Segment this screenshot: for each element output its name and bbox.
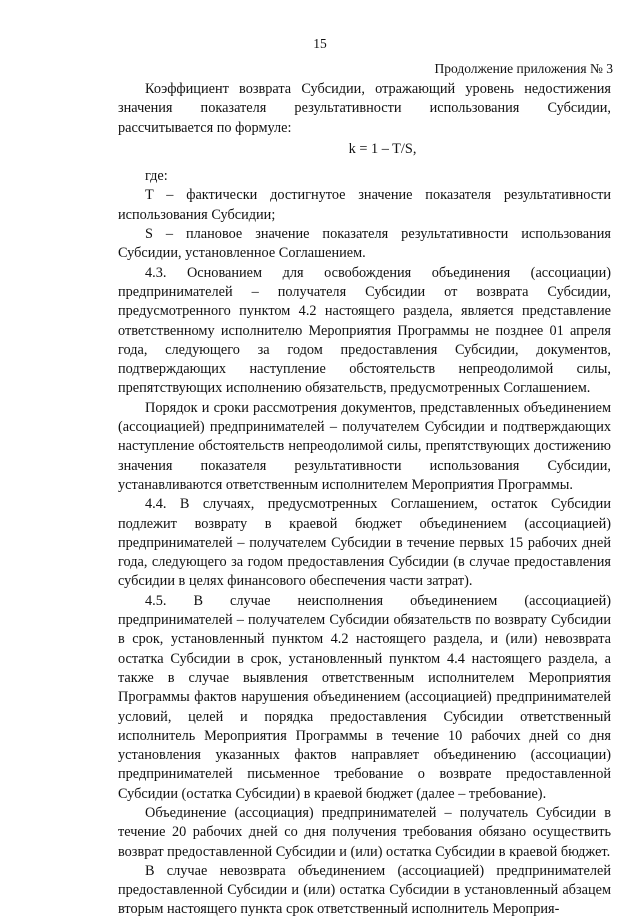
formula: k = 1 – T/S,: [348, 140, 417, 157]
paragraph-4-5: 4.5. В случае неисполнения объединением (ассоциацией) предпринимателей – получателем Субсидии обязательств по возврату Субсидии в срок, установленный пунктом 4.2 настоящего раздела, и (или) невозврата остатка Субсидии в срок, установленный пунктом 4.4 настоящего раздела, а также в случае выявления ответственным исполнителем Мероприятия Программы фактов нарушения объединением (ассоциацией) предпринимателей условий, целей и порядка предоставления Субсидии ответственный исполнитель Мероприятия Программы в течение 10 рабочих дней со дня установления указанных фактов направляет объединению (ассоциации) предпринимателей письменное требование о возврате предоставленной Субсидии (остатка Субсидии) в краевой бюджет (далее – требование).: [118, 592, 611, 802]
paragraph-union-obligation: Объединение (ассоциация) предпринимателей – получатель Субсидии в течение 20 рабочих дней со дня получения требования обязано осуществить возврат предоставленной Субсидии и (или) остатка Субсидии в краевой бюджет.: [118, 804, 611, 860]
appendix-continuation-label: Продолжение приложения № 3: [434, 61, 613, 76]
paragraph-4-3: 4.3. Основанием для освобождения объединения (ассоциации) предпринимателей – получателя Субсидии от возврата Субсидии, предусмотренного пунктом 4.2 настоящего раздела, является представление ответственному исполнителю Мероприятия Программы не позднее 01 апреля года, следующего за годом предоставления Субсидии, документов, подтверждающих наступление обстоятельств непреодолимой силы, препятствующих исполнению обязательств, предусмотренных Соглашением.: [118, 264, 611, 397]
paragraph-nonreturn-case: В случае невозврата объединением (ассоциацией) предпринимателей предоставленной Субсидии и (или) остатка Субсидии в установленный абзацем вторым настоящего пункта срок ответственный исполнитель Мероприя-: [118, 862, 611, 918]
page-number: 15: [313, 36, 327, 51]
document-body: [118, 80, 611, 920]
paragraph-where: где:: [145, 168, 168, 185]
definition-s: S – плановое значение показателя результативности использования Субсидии, установленное Соглашением.: [118, 226, 611, 262]
definition-t: T – фактически достигнутое значение показателя результативности использования Субсидии;: [118, 187, 611, 223]
paragraph-order: Порядок и сроки рассмотрения документов, представленных объединением (ассоциацией) предпринимателей – получателем Субсидии и подтверждающих наступление обстоятельств непреодолимой силы, препятствующих достижению значения показателя результативности использования Субсидии, устанавливаются ответственным исполнителем Мероприятия Программы.: [118, 399, 611, 493]
paragraph-4-4: 4.4. В случаях, предусмотренных Соглашением, остаток Субсидии подлежит возврату в краевой бюджет объединением (ассоциацией) предпринимателей – получателем Субсидии в течение первых 15 рабочих дней года, следующего за годом предоставления Субсидии (в случае предоставления субсидии в целях финансового обеспечения части затрат).: [118, 496, 611, 590]
paragraph-intro: Коэффициент возврата Субсидии, отражающий уровень недостижения значения показателя результативности использования Субсидии, рассчитывается по формуле:: [118, 81, 611, 136]
